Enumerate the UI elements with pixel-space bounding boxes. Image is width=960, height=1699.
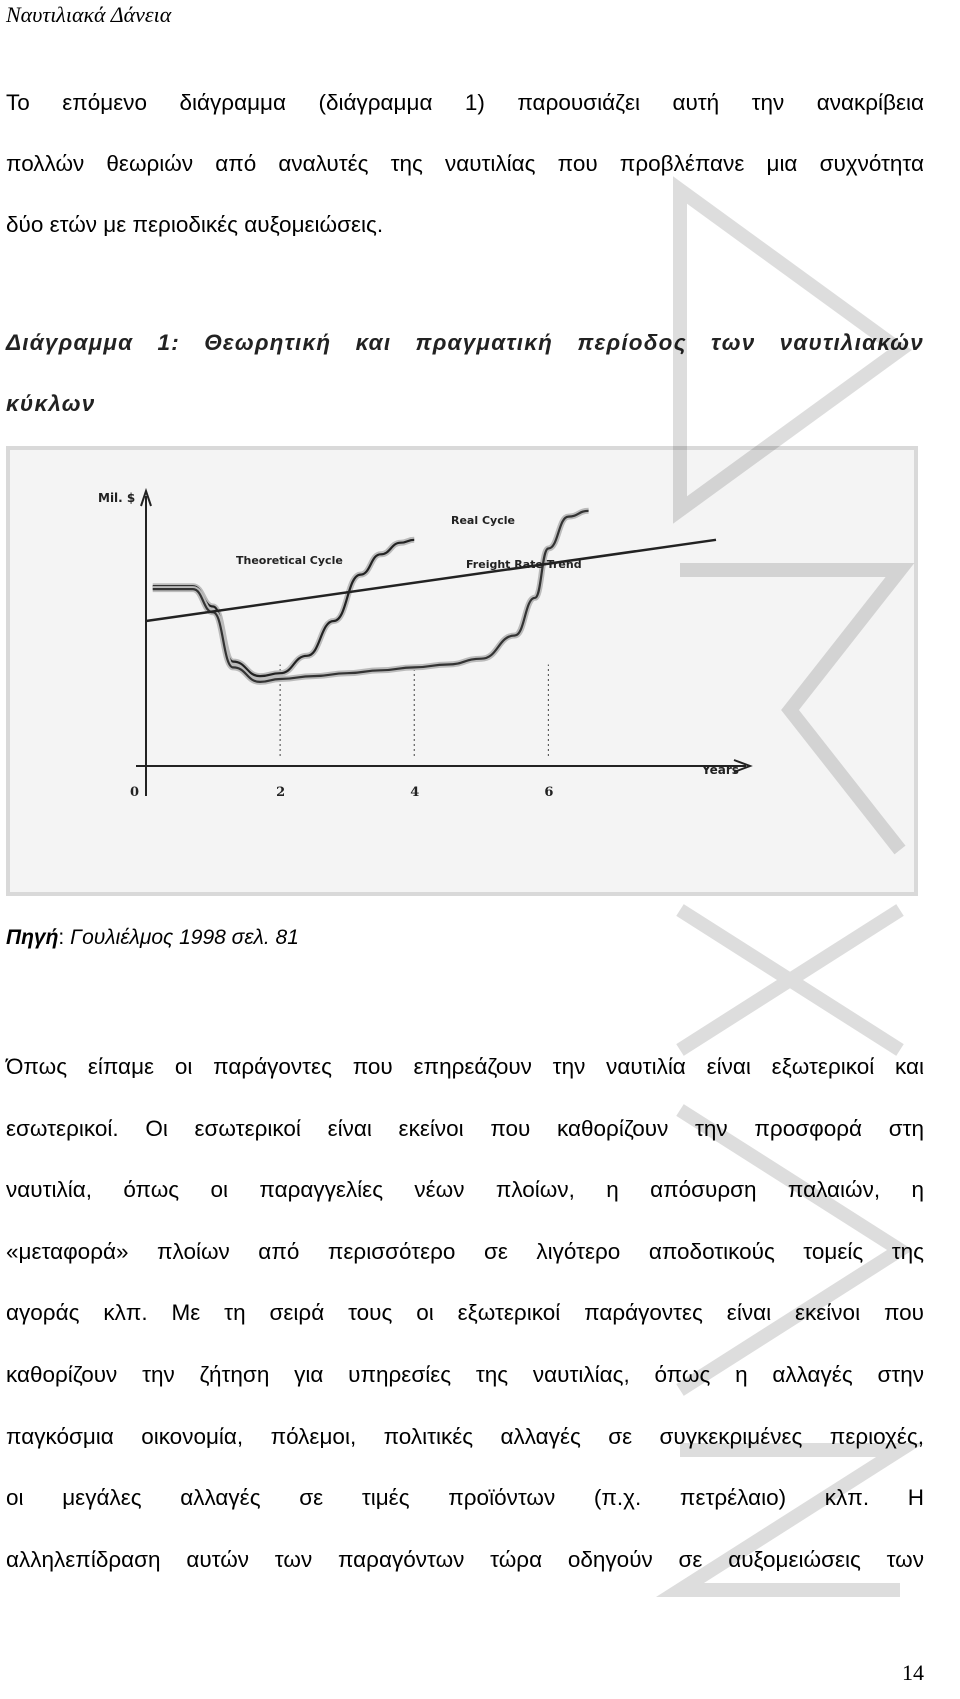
figure-caption — [6, 312, 924, 434]
figure-source — [6, 926, 299, 950]
paragraph-line: Το επόμενο διάγραμμα (διάγραμμα 1) παρουσιάζει αυτή την ανακρίβεια — [6, 90, 924, 115]
paragraph-line: ναυτιλία, όπως οι παραγγελίες νέων πλοίων, η απόσυρση παλαιών, η — [6, 1177, 924, 1203]
x-tick-label: 2 — [276, 785, 286, 800]
paragraph-line: πολλών θεωριών από αναλυτές της ναυτιλίας που προβλέπανε μια συχνότητα — [6, 151, 924, 176]
paragraph-line: παγκόσμια οικονομία, πόλεμοι, πολιτικές αλλαγές σε συγκεκριμένες περιοχές, — [6, 1423, 924, 1449]
x-axis-label: Years — [702, 763, 739, 777]
paragraph-line: «μεταφορά» πλοίων από περισσότερο σε λιγότερο αποδοτικούς τομείς της — [6, 1238, 924, 1264]
source-label: Πηγή — [6, 926, 59, 949]
caption-line: Διάγραμμα 1: Θεωρητική και πραγματική περίοδος των ναυτιλιακών — [6, 330, 924, 355]
page-number: 14 — [902, 1660, 924, 1685]
caption-line: κύκλων — [6, 391, 96, 416]
paragraph-line: Όπως είπαμε οι παράγοντες που επηρεάζουν την ναυτιλία είναι εξωτερικοί και — [6, 1054, 924, 1079]
intro-paragraph — [6, 72, 924, 255]
x-tick-label: 6 — [544, 785, 554, 800]
series-label-theoretical: Theoretical Cycle — [236, 554, 343, 567]
running-header: Ναυτιλιακά Δάνεια — [6, 2, 172, 27]
series-label-freight: Freight Rate Trend — [466, 558, 582, 571]
source-separator: : — [58, 926, 65, 949]
paragraph-line: αγοράς κλπ. Με τη σειρά τους οι εξωτερικοί παράγοντες είναι εκείνοι που — [6, 1300, 924, 1326]
shipping-cycle-chart — [6, 446, 918, 896]
paragraph-line: δύο ετών με περιοδικές αυξομειώσεις. — [6, 212, 384, 237]
source-text: Γουλιέλμος 1998 σελ. 81 — [70, 926, 299, 949]
x-tick-label: 4 — [410, 785, 420, 800]
paragraph-line: οι μεγάλες αλλαγές σε τιμές προϊόντων (π.χ. πετρέλαιο) κλπ. Η — [6, 1485, 924, 1511]
series-label-real: Real Cycle — [451, 514, 515, 527]
paragraph-line: αλληλεπίδραση αυτών των παραγόντων τώρα οδηγούν σε αυξομειώσεις των — [6, 1546, 924, 1572]
body-paragraph — [6, 1036, 924, 1590]
paragraph-line: καθορίζουν την ζήτηση για υπηρεσίες της ναυτιλίας, όπως η αλλαγές στην — [6, 1361, 924, 1387]
y-axis-label: Mil. $ — [98, 491, 136, 505]
paragraph-line: εσωτερικοί. Οι εσωτερικοί είναι εκείνοι που καθορίζουν την προσφορά στη — [6, 1115, 924, 1141]
x-tick-label: 0 — [130, 785, 140, 800]
